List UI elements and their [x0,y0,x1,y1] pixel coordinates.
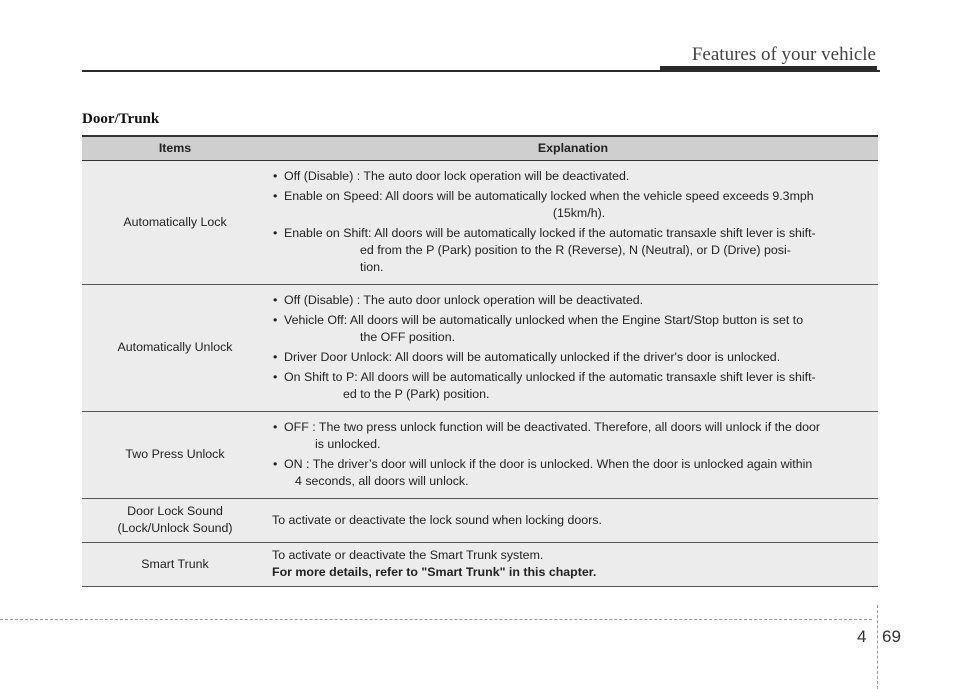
item-cell: Two Press Unlock [82,412,268,499]
item-label-line2: (Lock/Unlock Sound) [117,521,233,535]
list-item: • Off (Disable) : The auto door lock operation will be deactivated. [272,168,874,185]
table-row-two-press-unlock [82,412,878,499]
list-item: • Off (Disable) : The auto door unlock operation will be deactivated. [272,292,874,309]
table-row-automatically-unlock [82,285,878,412]
explanation-text: To activate or deactivate the Smart Trunk system. [272,548,544,562]
door-trunk-table [82,135,878,587]
item-cell: Automatically Unlock [82,285,268,412]
explanation-cell [268,412,878,499]
chapter-number: 4 [857,627,867,646]
table-header-row [82,136,878,161]
item-cell: Automatically Lock [82,161,268,285]
explanation-cell [268,543,878,587]
page-number: 69 [882,627,901,646]
item-label-line1: Door Lock Sound [127,504,223,518]
item-cell: Smart Trunk [82,543,268,587]
cross-reference-note: For more details, refer to "Smart Trunk" in this chapter. [272,565,597,579]
item-cell [82,499,268,543]
list-item: • OFF : The two press unlock function will be deactivated. Therefore, all doors will unlock if the door is unlocked. [272,419,874,453]
footer-divider [877,605,878,689]
column-header-items: Items [82,136,268,161]
bullet-list [272,168,874,276]
header-rule-accent [660,66,877,72]
list-item: • Enable on Shift: All doors will be automatically locked if the automatic transaxle shift lever is shift- ed from the P (Park) position to the R (Reverse), N (Neutral), or D (Drive) posi- tion. [272,225,874,276]
bullet-list [272,292,874,403]
chapter-title: Features of your vehicle [691,44,876,65]
explanation-cell [268,161,878,285]
table-row-smart-trunk [82,543,878,587]
section-title: Door/Trunk [82,111,160,127]
bullet-list [272,419,874,490]
explanation-cell [268,285,878,412]
list-item: • Driver Door Unlock: All doors will be automatically unlocked if the driver's door is unlocked. [272,349,874,366]
explanation-cell: To activate or deactivate the lock sound when locking doors. [268,499,878,543]
table-row-door-lock-sound [82,499,878,543]
list-item: • Vehicle Off: All doors will be automatically unlocked when the Engine Start/Stop button is set to the OFF position. [272,312,874,346]
list-item: • On Shift to P: All doors will be automatically unlocked if the automatic transaxle shift lever is shift- ed to the P (Park) position. [272,369,874,403]
list-item: • Enable on Speed: All doors will be automatically locked when the vehicle speed exceeds 9.3mph (15km/h). [272,188,874,222]
list-item: • ON : The driver’s door will unlock if the door is unlocked. When the door is unlocked again within 4 seconds, all doors will unlock. [272,456,874,490]
footer-rule [0,619,872,620]
column-header-explanation: Explanation [268,136,878,161]
table-row-automatically-lock [82,161,878,285]
